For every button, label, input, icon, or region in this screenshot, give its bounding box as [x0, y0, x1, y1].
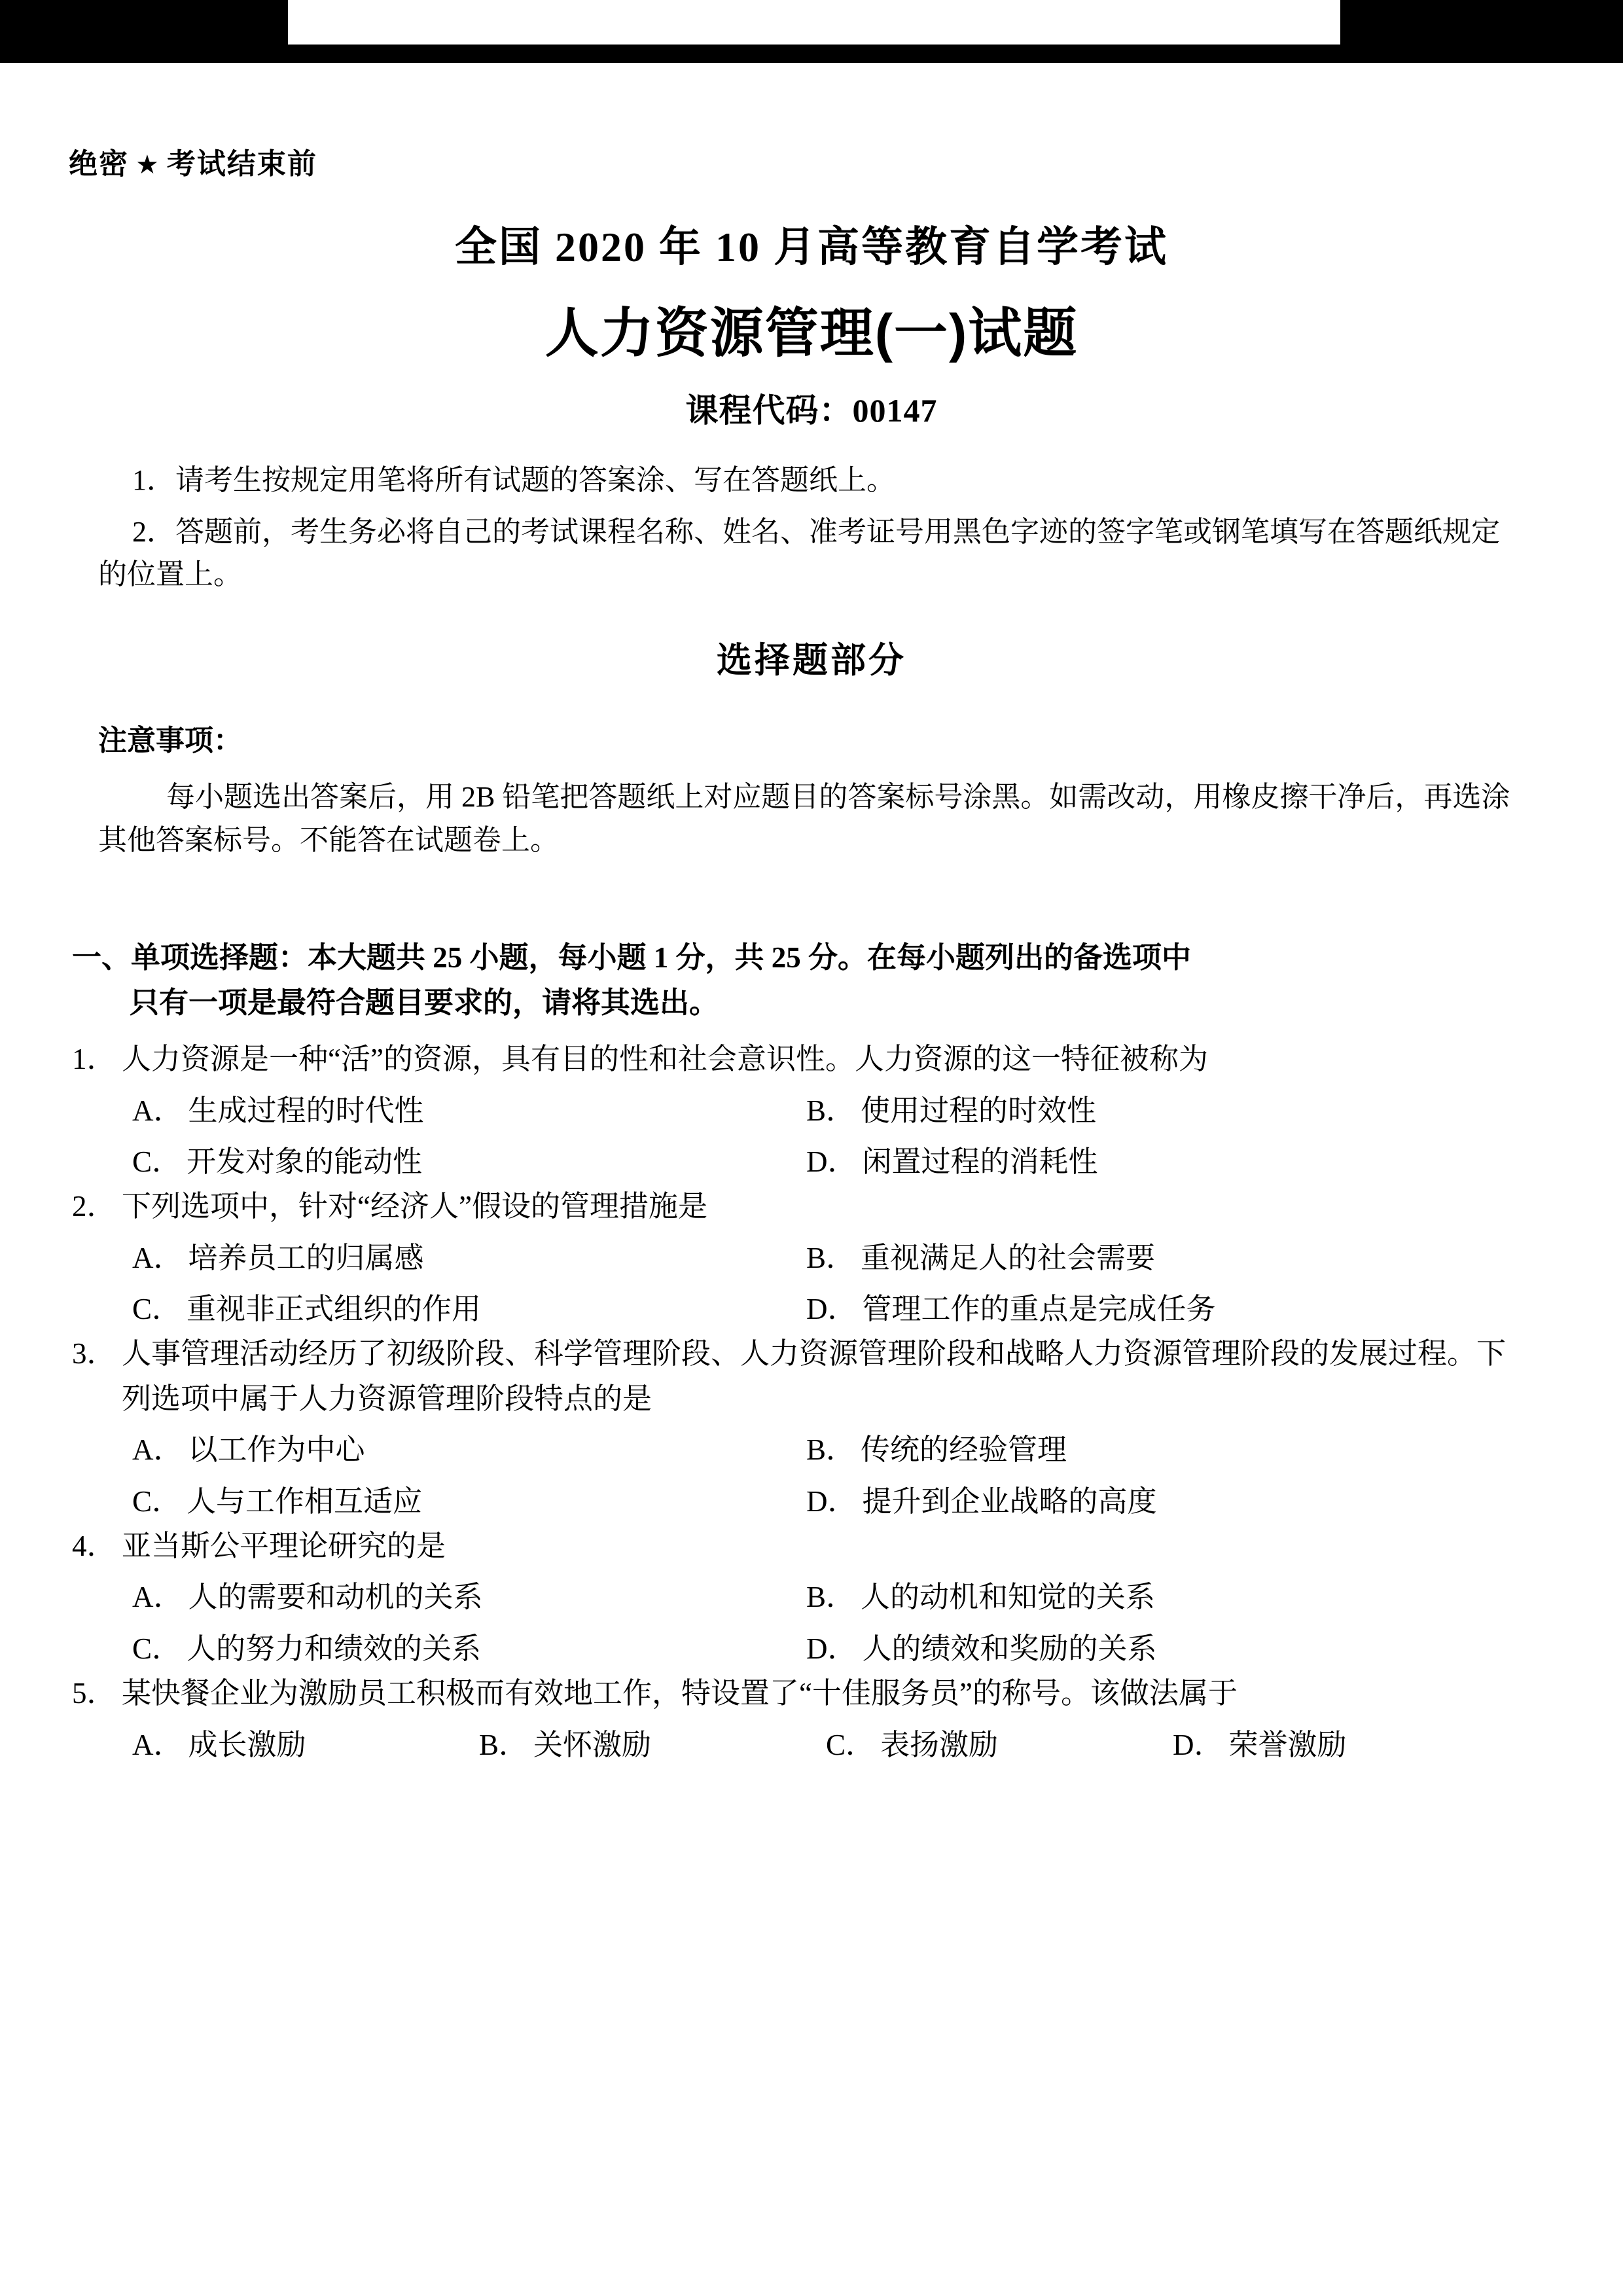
question-number: 2．: [72, 1190, 116, 1223]
option-label: B．: [806, 1241, 856, 1274]
question-text: 下列选项中，针对“经济人”假设的管理措施是: [122, 1190, 707, 1223]
option-label: D．: [806, 1293, 857, 1326]
option-text: 以工作为中心: [188, 1433, 365, 1467]
option-label: B．: [479, 1728, 529, 1761]
notice-label: 注意事项：: [98, 725, 242, 757]
option-text: 人的努力和绩效的关系: [187, 1632, 482, 1665]
option-choice[interactable]: [806, 1139, 1480, 1184]
option-row: [72, 1626, 1525, 1671]
option-text: 荣誉激励: [1228, 1728, 1347, 1761]
option-label: B．: [806, 1433, 856, 1467]
star-icon: ★: [135, 151, 160, 179]
confidentiality-notice: [69, 140, 1623, 182]
section-title-choice: 选择题部分: [717, 641, 906, 681]
option-row: [72, 1479, 1525, 1524]
question-stem: [72, 1524, 1525, 1568]
question-stem: [72, 1184, 1525, 1229]
question-item: [72, 1524, 1525, 1671]
option-choice[interactable]: [132, 1427, 806, 1472]
exam-page: [0, 63, 1623, 1767]
question-number: 3．: [72, 1337, 116, 1371]
big-section-heading: [72, 935, 1525, 1025]
option-group: [72, 1088, 1525, 1185]
option-text: 闲置过程的消耗性: [862, 1145, 1098, 1178]
option-text: 重视满足人的社会需要: [861, 1241, 1156, 1274]
option-group: [72, 1427, 1525, 1524]
option-label: D．: [806, 1632, 857, 1665]
question-number: 1．: [72, 1043, 116, 1076]
option-text: 开发对象的能动性: [187, 1145, 423, 1178]
option-group: [72, 1575, 1525, 1671]
option-choice[interactable]: [806, 1479, 1480, 1524]
instruction-item: 2．答题前，考生务必将自己的考试课程名称、姓名、准考证号用黑色字迹的签字笔或钢笔填写在答题纸规定的位置上。: [98, 516, 1500, 591]
option-text: 人的绩效和奖励的关系: [862, 1632, 1157, 1665]
option-row: [72, 1723, 1525, 1767]
option-choice[interactable]: [806, 1626, 1480, 1671]
question-item: [72, 1037, 1525, 1184]
option-choice[interactable]: [132, 1139, 806, 1184]
option-text: 人的需要和动机的关系: [188, 1581, 483, 1614]
question-stem: [72, 1331, 1525, 1421]
option-label: B．: [806, 1094, 856, 1127]
option-group: [72, 1723, 1525, 1767]
option-row: [72, 1287, 1525, 1331]
scan-marker-window: [288, 0, 1340, 45]
notice-body: 每小题选出答案后，用 2B 铅笔把答题纸上对应题目的答案标号涂黑。如需改动，用橡皮擦干净后，再选涂其他答案标号。不能答在试题卷上。: [98, 781, 1510, 857]
course-code: 课程代码：00147: [685, 392, 938, 429]
option-choice[interactable]: [806, 1427, 1480, 1472]
option-choice[interactable]: [132, 1626, 806, 1671]
question-text: 人事管理活动经历了初级阶段、科学管理阶段、人力资源管理阶段和战略人力资源管理阶段的发展过程。下列选项中属于人力资源管理阶段特点的是: [122, 1337, 1507, 1415]
option-label: A．: [132, 1581, 183, 1614]
exam-title-subject: 人力资源管理(一)试题: [544, 304, 1079, 363]
option-text: 人与工作相互适应: [187, 1484, 423, 1518]
option-label: C．: [132, 1632, 182, 1665]
option-label: C．: [132, 1293, 182, 1326]
option-text: 使用过程的时效性: [861, 1094, 1097, 1127]
option-label: D．: [806, 1145, 857, 1178]
option-text: 重视非正式组织的作用: [187, 1293, 482, 1326]
option-text: 人的动机和知觉的关系: [861, 1581, 1156, 1614]
option-choice[interactable]: [826, 1723, 1173, 1767]
instruction-item: 1．请考生按规定用笔将所有试题的答案涂、写在答题纸上。: [132, 464, 895, 496]
option-text: 关怀激励: [533, 1728, 652, 1761]
option-row: [72, 1139, 1525, 1184]
option-label: A．: [132, 1433, 183, 1467]
big-section-lead: 一、单项选择题：: [72, 941, 308, 975]
option-row: [72, 1575, 1525, 1619]
option-choice[interactable]: [806, 1236, 1480, 1280]
option-row: [72, 1236, 1525, 1280]
option-label: C．: [132, 1484, 182, 1518]
question-item: [72, 1184, 1525, 1331]
option-text: 传统的经验管理: [861, 1433, 1067, 1467]
option-text: 管理工作的重点是完成任务: [862, 1293, 1216, 1326]
confidentiality-label: 绝密: [69, 148, 129, 180]
option-label: A．: [132, 1728, 183, 1761]
big-section-line1: 本大题共 25 小题，每小题 1 分，共 25 分。在每小题列出的备选项中: [308, 941, 1192, 975]
question-number: 5．: [72, 1677, 116, 1710]
option-choice[interactable]: [132, 1479, 806, 1524]
option-choice[interactable]: [132, 1236, 806, 1280]
question-text: 人力资源是一种“活”的资源，具有目的性和社会意识性。人力资源的这一特征被称为: [122, 1043, 1208, 1076]
question-stem: [72, 1037, 1525, 1081]
option-text: 表扬激励: [880, 1728, 999, 1761]
option-choice[interactable]: [132, 1723, 479, 1767]
question-text: 某快餐企业为激励员工积极而有效地工作，特设置了“十佳服务员”的称号。该做法属于: [122, 1677, 1238, 1710]
option-label: C．: [132, 1145, 182, 1178]
option-label: B．: [806, 1581, 856, 1614]
scan-marker-bar: [0, 0, 1623, 63]
option-text: 提升到企业战略的高度: [862, 1484, 1157, 1518]
option-choice[interactable]: [806, 1088, 1480, 1133]
option-choice[interactable]: [1173, 1723, 1520, 1767]
option-label: A．: [132, 1094, 183, 1127]
confidentiality-text: 考试结束前: [166, 148, 317, 180]
question-text: 亚当斯公平理论研究的是: [122, 1530, 446, 1563]
exam-instructions: [98, 459, 1525, 596]
option-label: C．: [826, 1728, 876, 1761]
option-text: 培养员工的归属感: [188, 1241, 424, 1274]
option-choice[interactable]: [479, 1723, 826, 1767]
question-item: [72, 1331, 1525, 1524]
option-choice[interactable]: [132, 1575, 806, 1619]
exam-title-main: 全国 2020 年 10 月高等教育自学考试: [455, 224, 1168, 270]
question-number: 4．: [72, 1530, 116, 1563]
option-choice[interactable]: [132, 1287, 806, 1331]
option-row: [72, 1088, 1525, 1133]
option-text: 成长激励: [188, 1728, 306, 1761]
option-label: D．: [1173, 1728, 1224, 1761]
option-row: [72, 1427, 1525, 1472]
question-stem: [72, 1671, 1525, 1715]
option-label: D．: [806, 1484, 857, 1518]
question-list: [0, 1037, 1623, 1767]
question-item: [72, 1671, 1525, 1767]
option-group: [72, 1236, 1525, 1332]
option-choice[interactable]: [806, 1287, 1480, 1331]
option-choice[interactable]: [806, 1575, 1480, 1619]
option-label: A．: [132, 1241, 183, 1274]
big-section-line2: 只有一项是最符合题目要求的，请将其选出。: [130, 986, 719, 1019]
option-choice[interactable]: [132, 1088, 806, 1133]
option-text: 生成过程的时代性: [188, 1094, 424, 1127]
